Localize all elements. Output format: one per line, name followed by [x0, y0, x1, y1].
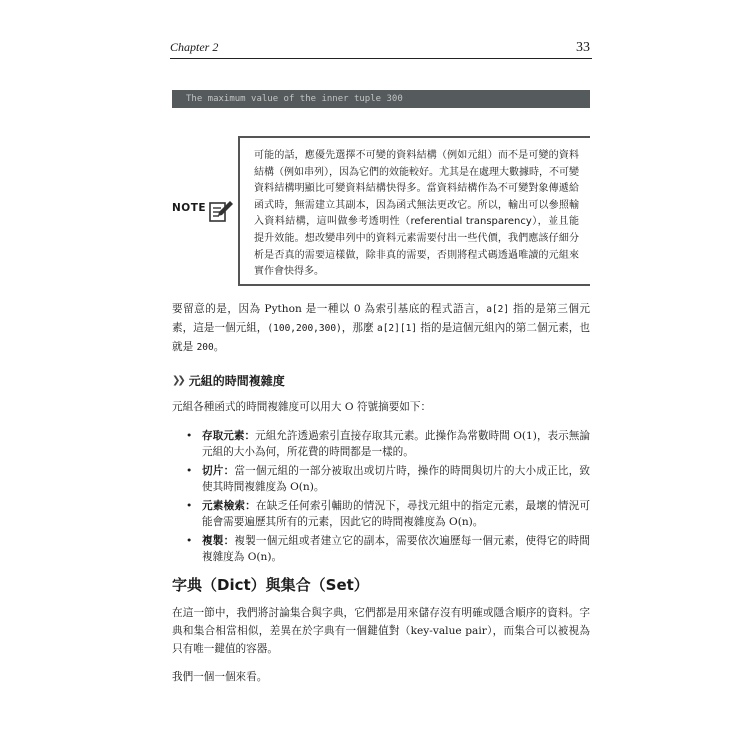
bullet-icon: •: [186, 465, 193, 477]
complexity-list: [186, 428, 590, 568]
bullet-icon: •: [186, 500, 193, 512]
inline-code: 200: [196, 342, 214, 353]
note-label: NOTE: [172, 202, 207, 214]
chapter-label: Chapter 2: [170, 40, 219, 54]
section-heading-time-complexity: [172, 372, 285, 389]
code-output-bar: The maximum value of the inner tuple 300: [172, 90, 590, 108]
running-head: [170, 40, 590, 56]
para-text: 指的是第三個元素，這是一個元組，: [172, 303, 590, 334]
double-chevron-icon: ❯❯: [172, 375, 183, 386]
bullet-icon: •: [186, 535, 193, 547]
item-term: 元素檢索：: [202, 500, 256, 512]
list-item: [186, 463, 590, 495]
item-text: 元組允許透過索引直接存取其元素。此操作為常數時間 O(1)，表示無論元組的大小為何，所花費的時間都是一樣的。: [202, 430, 590, 458]
inline-code: a[2]: [486, 304, 510, 315]
item-text: 複製一個元組或者建立它的副本，需要依次遍歷每一個元素，使得它的時間複雜度為 O(n)。: [202, 535, 591, 563]
section-heading-dict-set: 字典（Dict）與集合（Set）: [172, 576, 369, 594]
item-term: 切片：: [202, 465, 235, 477]
page-number: 33: [576, 40, 590, 55]
list-item: [186, 428, 590, 460]
item-text: 在缺乏任何索引輔助的情況下，尋找元組中的指定元素，最壞的情況可能會需要遍歷其所有的元素，因此它的時間複雜度為 O(n)。: [202, 500, 591, 528]
item-text: 當一個元組的一部分被取出或切片時，操作的時間與切片的大小成正比，致使其時間複雜度為 O(n)。: [202, 465, 591, 493]
item-term: 存取元素：: [202, 430, 256, 442]
list-item: [186, 533, 590, 565]
list-item: [186, 498, 590, 530]
inline-code: a[2][1]: [376, 323, 418, 334]
bullet-icon: •: [186, 430, 193, 442]
dict-paragraph: 在這一節中，我們將討論集合與字典，它們都是用來儲存沒有明確或隱含順序的資料。字典和集合相當相似，差異在於字典有一個鍵值對（key-value pair），而集合可以被視為只有唯一鍵值的容器。: [172, 607, 590, 655]
para-text: 指的是這個元組內的第二個元素，也就是: [172, 322, 590, 353]
note-box: [172, 136, 590, 286]
para-text: ，那麼: [341, 322, 377, 334]
item-term: 複製：: [202, 535, 235, 547]
para-text: 。: [213, 341, 225, 353]
inline-code: (100,200,300): [267, 323, 342, 334]
section-title: 元組的時間複雜度: [188, 374, 285, 388]
header-rule: [170, 58, 592, 59]
index-paragraph: [172, 300, 590, 357]
note-text: 可能的話，應優先選擇不可變的資料結構（例如元組）而不是可變的資料結構（例如串列），因為它們的效能較好。尤其是在處理大數據時，不可變資料結構明顯比可變資料結構快得多。當資料結構作為不可變對象傳遞給函式時，無需建立其副本，因為函式無法更改它。所以，輸出可以參照輸入資料結構，這叫做參考透明性（referential transparency），並且能提升效能。想改變串列中的資料元素需要付出一些代價，我們應該仔細分析是否真的需要這樣做，除非真的需要，否則將程式碼透過唯讀的元組來實作會快得多。: [254, 150, 579, 278]
closing-paragraph: 我們一個一個來看。: [172, 671, 268, 683]
pencil-note-icon: [208, 198, 234, 224]
intro-paragraph: 元組各種函式的時間複雜度可以用大 O 符號摘要如下：: [172, 401, 432, 413]
para-text: 要留意的是，因為 Python 是一種以 0 為索引基底的程式語言，: [172, 303, 487, 315]
